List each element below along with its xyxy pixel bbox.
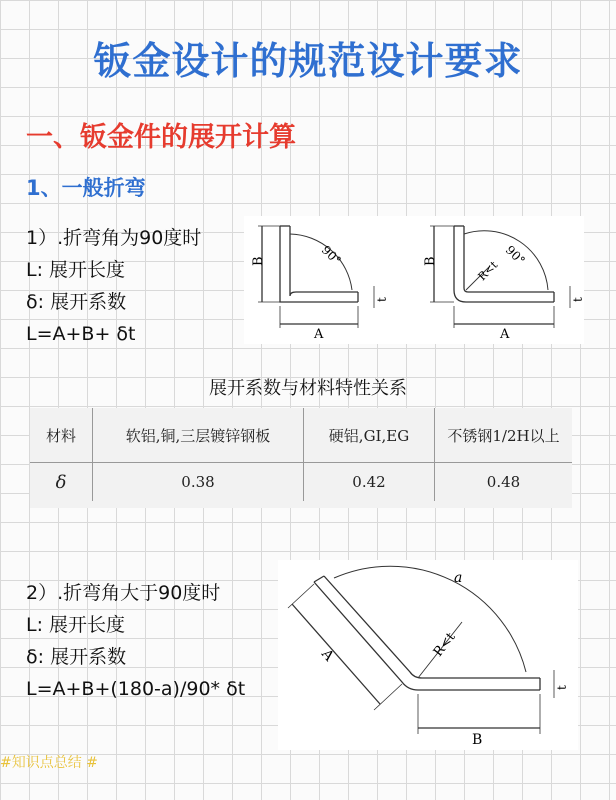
table-header-cell: 硬铝,GI,EG bbox=[304, 408, 435, 463]
case1-line: 1）.折弯角为90度时 bbox=[26, 227, 202, 249]
bend-obtuse-diagram bbox=[278, 560, 578, 750]
dim-t-label: t bbox=[571, 297, 584, 302]
subsection-heading: 1、一般折弯 bbox=[26, 176, 146, 200]
angle-label: 90° bbox=[318, 242, 344, 268]
case2-line: δ: 展开系数 bbox=[26, 646, 127, 668]
table-header-row bbox=[30, 408, 572, 463]
case2-line: L=A+B+(180-a)/90* δt bbox=[26, 678, 246, 700]
table-row bbox=[30, 463, 572, 502]
bend-90-svg bbox=[244, 216, 584, 344]
dim-a-label: A bbox=[500, 327, 510, 342]
case1-line: δ: 展开系数 bbox=[26, 291, 127, 313]
table-cell: 0.38 bbox=[93, 463, 304, 502]
radius-label: R<t bbox=[475, 258, 501, 284]
dim-b-label: B bbox=[251, 256, 266, 266]
hashtag-caption: #知识点总结 # bbox=[0, 755, 98, 771]
case1-line: L=A+B+ δt bbox=[26, 323, 136, 345]
table-cell: δ bbox=[30, 463, 93, 502]
table-header-cell: 不锈钢1/2H以上 bbox=[435, 408, 573, 463]
case1-line: L: 展开长度 bbox=[26, 259, 126, 281]
dim-a-label: A bbox=[318, 646, 337, 665]
radius-label: R<t bbox=[430, 630, 459, 660]
dim-b-label: B bbox=[423, 256, 438, 266]
case2-line: L: 展开长度 bbox=[26, 614, 126, 636]
case2-text bbox=[26, 577, 245, 705]
angle-label: 90° bbox=[502, 242, 528, 268]
angle-a-label: a bbox=[454, 570, 463, 586]
table-header-cell: 材料 bbox=[30, 408, 93, 463]
table-cell: 0.42 bbox=[304, 463, 435, 502]
page-title: 钣金设计的规范设计要求 bbox=[93, 39, 523, 83]
coefficient-table bbox=[30, 408, 572, 508]
dim-b-label: B bbox=[472, 732, 483, 748]
case2-line: 2）.折弯角大于90度时 bbox=[26, 582, 221, 604]
dim-t-label: t bbox=[555, 685, 569, 690]
bend-obtuse-svg bbox=[278, 560, 578, 750]
case1-text bbox=[26, 222, 201, 350]
table-cell: 0.48 bbox=[486, 473, 521, 491]
table-header-cell: 软铝,铜,三层镀锌钢板 bbox=[93, 408, 304, 463]
section-heading: 一、钣金件的展开计算 bbox=[26, 122, 296, 153]
table-caption: 展开系数与材料特性关系 bbox=[209, 378, 407, 399]
dim-t-label: t bbox=[375, 297, 389, 302]
bend-90-diagram bbox=[244, 216, 584, 344]
dim-a-label: A bbox=[314, 327, 324, 342]
